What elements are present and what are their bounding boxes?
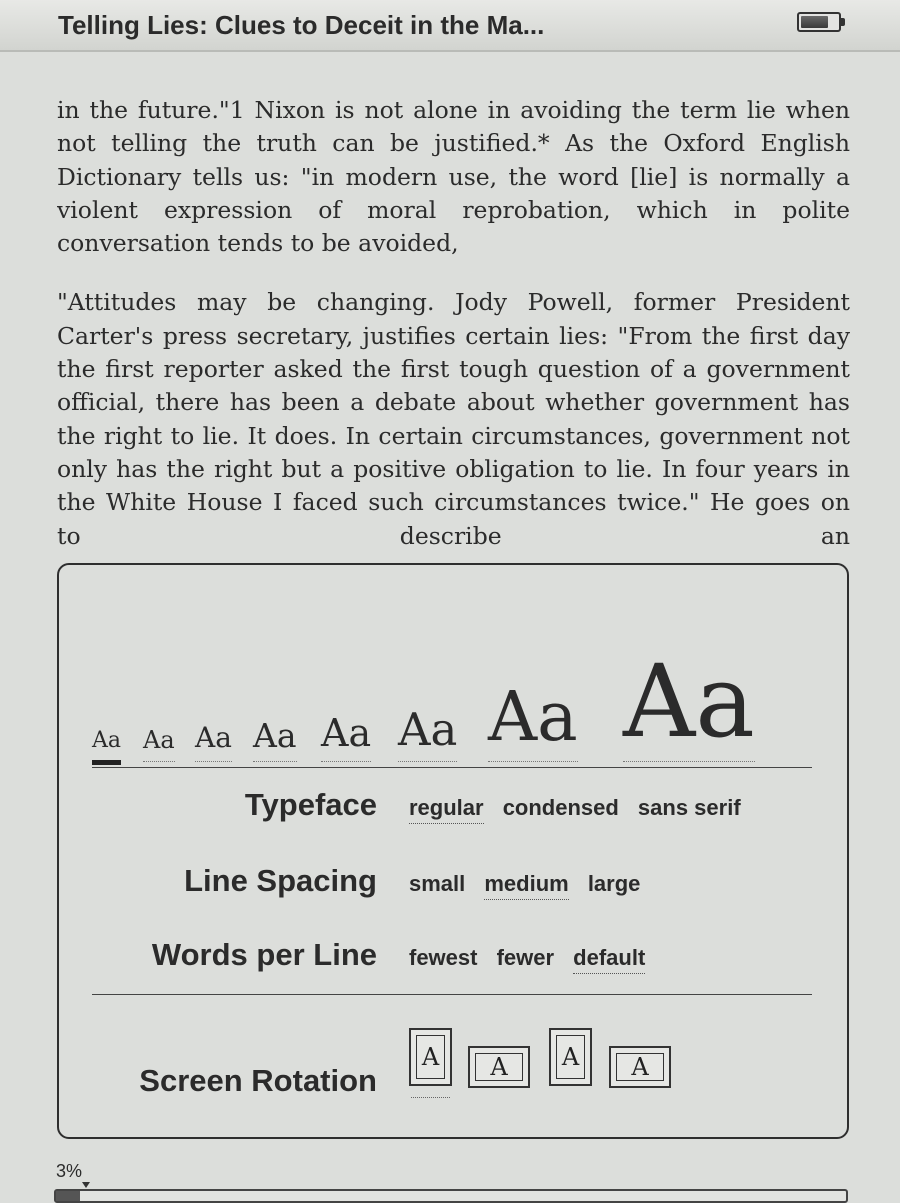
screen-rotation-label: Screen Rotation	[139, 1063, 377, 1098]
words-per-line-option-fewer[interactable]: fewer	[496, 945, 555, 970]
typeface-option-sans-serif[interactable]: sans serif	[637, 795, 741, 820]
book-title: Telling Lies: Clues to Deceit in the Ma...	[58, 10, 545, 40]
font-size-option-8[interactable]: Aa	[623, 643, 755, 760]
font-size-option-7[interactable]: Aa	[488, 678, 578, 757]
typeface-option-regular[interactable]: regular	[409, 795, 484, 824]
font-size-option-2[interactable]: Aa	[143, 726, 175, 754]
rotation-portrait-icon: A	[416, 1035, 445, 1079]
typeface-options	[409, 795, 755, 824]
reading-progress-bar[interactable]	[54, 1189, 848, 1203]
rotation-portrait-button[interactable]	[409, 1028, 452, 1086]
progress-marker-icon	[82, 1182, 90, 1188]
rotation-portrait-inverted-icon: A	[556, 1035, 585, 1079]
divider	[92, 767, 812, 768]
font-size-option-5[interactable]: Aa	[321, 711, 372, 755]
font-size-option-4[interactable]: Aa	[253, 716, 297, 755]
battery-icon	[797, 12, 841, 32]
paragraph: in the future."1 Nixon is not alone in avoiding the term lie when not telling the truth can be justified.* As the Oxford English Dictionary tells us: "in modern use, the word [lie] is normally a violent expression of moral reprobation, which in polite conversation tends to be avoided,	[57, 96, 850, 258]
font-size-option-1[interactable]: Aa	[92, 728, 122, 753]
font-size-option-6[interactable]: Aa	[398, 703, 458, 756]
rotation-portrait-inverted-button[interactable]	[549, 1028, 592, 1086]
words-per-line-option-fewest[interactable]: fewest	[409, 945, 478, 970]
rotation-landscape-left-button[interactable]	[468, 1046, 530, 1088]
book-text	[57, 94, 850, 564]
rotation-landscape-right-button[interactable]	[609, 1046, 671, 1088]
words-per-line-option-default[interactable]: default	[573, 945, 645, 974]
line-spacing-options	[409, 871, 654, 900]
line-spacing-option-small[interactable]: small	[409, 871, 466, 896]
reading-progress-percent: 3%	[56, 1161, 83, 1181]
font-size-selector	[92, 640, 812, 760]
line-spacing-option-large[interactable]: large	[587, 871, 641, 896]
typeface-option-condensed[interactable]: condensed	[502, 795, 619, 820]
paragraph: "Attitudes may be changing. Jody Powell, former President Carter's press secretary, justifies certain lies: "From the first day the first reporter asked the first tough question of a government official, there has been a debate about whether government has the right to lie. It does. In certain circumstances, government not only has the right but a positive obligation to lie. In four years in the White House I faced such circumstances twice." He goes on to describe an	[57, 288, 850, 550]
typeface-label: Typeface	[244, 787, 377, 822]
rotation-landscape-right-icon: A	[616, 1053, 664, 1081]
font-size-option-3[interactable]: Aa	[195, 721, 232, 754]
battery-level	[801, 16, 828, 28]
divider	[92, 994, 812, 995]
words-per-line-options	[409, 945, 659, 974]
words-per-line-label: Words per Line	[151, 937, 377, 972]
line-spacing-option-medium[interactable]: medium	[484, 871, 568, 900]
line-spacing-label: Line Spacing	[184, 863, 377, 898]
title-bar	[0, 0, 900, 52]
rotation-landscape-left-icon: A	[475, 1053, 523, 1081]
